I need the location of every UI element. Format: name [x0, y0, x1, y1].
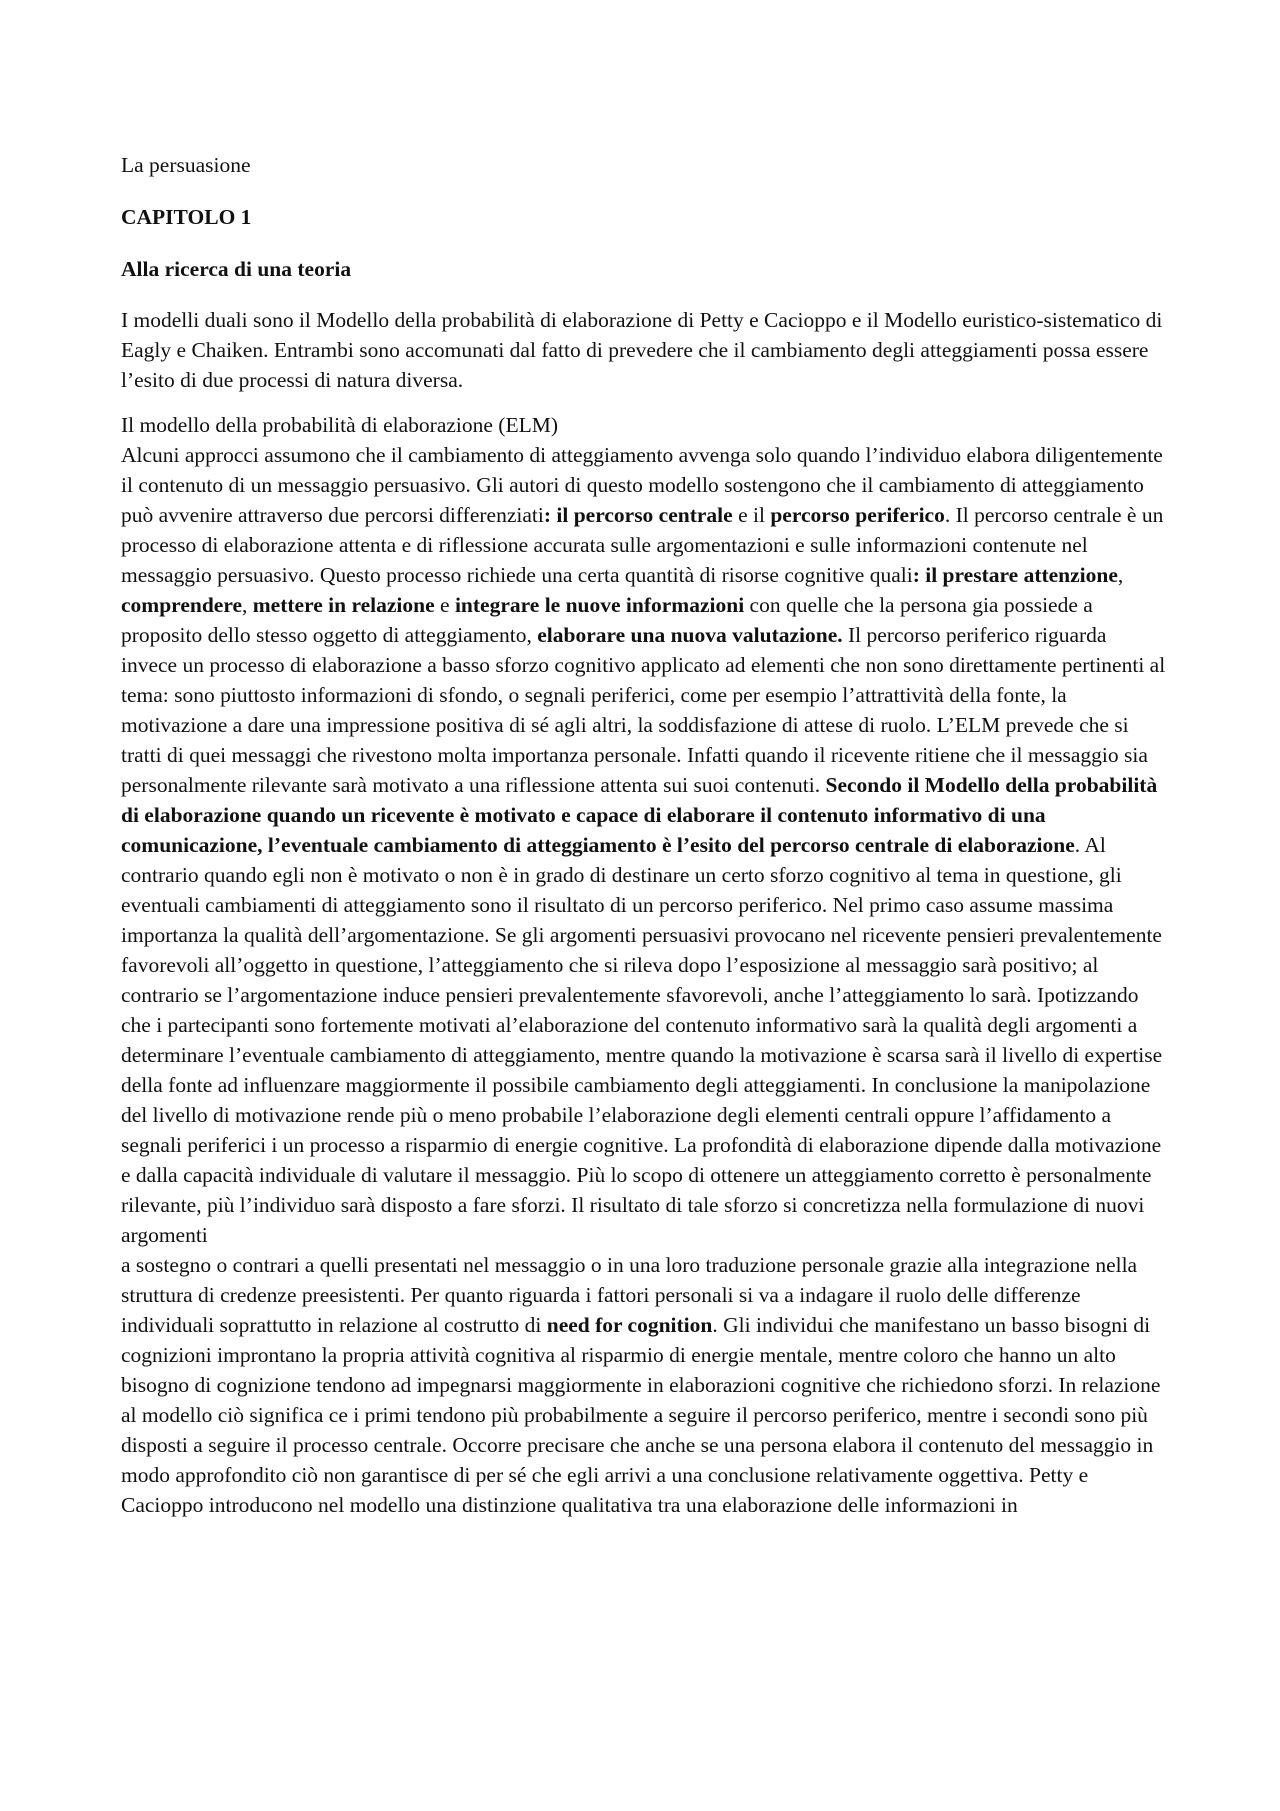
intro-paragraph: I modelli duali sono il Modello della probabilità di elaborazione di Petty e Cacioppo e il Modello euristico-sistematico di Eagly e Chaiken. Entrambi sono accomunati dal fatto di prevedere che il cambiamento degli atteggiamenti possa essere l’esito di due processi di natura diversa.	[121, 308, 1163, 392]
bold-text-run: elaborare una nuova valutazione.	[537, 623, 843, 647]
bold-text-run: need for cognition	[546, 1313, 713, 1337]
text-run: e	[434, 593, 455, 617]
text-run: ,	[1117, 563, 1124, 587]
chapter-heading: CAPITOLO 1	[121, 205, 252, 229]
bold-text-run: : il percorso centrale	[543, 503, 733, 527]
text-run: Il percorso periferico riguarda invece un processo di elaborazione a basso sforzo cognitivo applicato ad elementi che non sono direttamente pertinenti al tema: sono piuttosto informazioni di sfondo, o segnali periferici, come per esempio l’attrattività della fonte, la motivazione a dare una impressione positiva di sé agli altri, la soddisfazione di attese di ruolo. L’ELM prevede che si tratti di quei messaggi che rivestono molta importanza personale. Infatti quando il ricevente ritiene che il messaggio sia personalmente rilevante sarà motivato a una riflessione attenta sui suoi contenuti.	[121, 623, 1166, 797]
text-run: e il	[732, 503, 771, 527]
section-heading: Alla ricerca di una teoria	[121, 257, 352, 281]
bold-text-run: : il prestare attenzione	[912, 563, 1118, 587]
bold-text-run: mettere in relazione	[252, 593, 435, 617]
bold-text-run: integrare le nuove informazioni	[454, 593, 745, 617]
bold-text-run: Secondo il Modello della probabilità di elaborazione quando un ricevente è motivato e capace di elaborare il contenuto informativo di una comunicazione, l’eventuale cambiamento di atteggiamento è l’esito del percorso centrale di elaborazione	[121, 773, 1158, 857]
elm-heading: Il modello della probabilità di elaborazione (ELM)	[121, 413, 559, 437]
document-page	[121, 150, 1166, 1520]
text-run: a sostegno o contrari a quelli presentati nel messaggio o in una loro traduzione personale grazie alla integrazione nella struttura di credenze preesistenti. Per quanto riguarda i fattori personali si va a indagare il ruolo delle differenze individuali soprattutto in relazione al costrutto di	[121, 1253, 1138, 1337]
text-run: . Il percorso centrale è un processo di elaborazione attenta e di riflessione accurata sulle argomentazioni e sulle informazioni contenute nel messaggio persuasivo. Questo processo richiede una certa quantità di risorse cognitive quali	[121, 503, 1164, 587]
text-run: con quelle che la persona gia possiede a proposito dello stesso oggetto di atteggiamento,	[121, 593, 1093, 647]
text-run: . Gli individui che manifestano un basso bisogni di cognizioni improntano la propria attività cognitiva al risparmio di energie mentale, mentre coloro che hanno un alto bisogno di cognizione tendono ad impegnarsi maggiormente in elaborazioni cognitive che richiedono sforzi. In relazione al modello ciò significa ce i primi tendono più probabilmente a seguire il percorso periferico, mentre i secondi sono più disposti a seguire il processo centrale. Occorre precisare che anche se una persona elabora il contenuto del messaggio in modo approfondito ciò non garantisce di per sé che egli arrivi a una conclusione relativamente oggettiva. Petty e Cacioppo introducono nel modello una distinzione qualitativa tra una elaborazione delle informazioni in	[121, 1313, 1161, 1517]
text-run: ,	[242, 593, 253, 617]
bold-text-run: percorso periferico	[770, 503, 945, 527]
document-title: La persuasione	[121, 153, 251, 177]
text-run: Alcuni approcci assumono che il cambiamento di atteggiamento avvenga solo quando l’individuo elabora diligentemente il contenuto di un messaggio persuasivo. Gli autori di questo modello sostengono che il cambiamento di atteggiamento può avvenire attraverso due percorsi differenziati	[121, 443, 1163, 527]
text-run: . Al contrario quando egli non è motivato o non è in grado di destinare un certo sforzo cognitivo al tema in questione, gli eventuali cambiamenti di atteggiamento sono il risultato di un percorso periferico. Nel primo caso assume massima importanza la qualità dell’argomentazione. Se gli argomenti persuasivi provocano nel ricevente pensieri prevalentemente favorevoli all’oggetto in questione, l’atteggiamento che si rileva dopo l’esposizione al messaggio sarà positivo; al contrario se l’argomentazione induce pensieri prevalentemente sfavorevoli, anche l’atteggiamento lo sarà. Ipotizzando che i partecipanti sono fortemente motivati al’elaborazione del contenuto informativo sarà la qualità degli argomenti a determinare l’eventuale cambiamento di atteggiamento, mentre quando la motivazione è scarsa sarà il livello di expertise della fonte ad influenzare maggiormente il possibile cambiamento degli atteggiamenti. In conclusione la manipolazione del livello di motivazione rende più o meno probabile l’elaborazione degli elementi centrali oppure l’affidamento a segnali periferici i un processo a risparmio di energie cognitive. La profondità di elaborazione dipende dalla motivazione e dalla capacità individuale di valutare il messaggio. Più lo scopo di ottenere un atteggiamento corretto è personalmente rilevante, più l’individuo sarà disposto a fare sforzi. Il risultato di tale sforzo si concretizza nella formulazione di nuovi argomenti	[121, 833, 1163, 1247]
bold-text-run: comprendere	[121, 593, 243, 617]
body-paragraph	[121, 440, 1166, 1520]
